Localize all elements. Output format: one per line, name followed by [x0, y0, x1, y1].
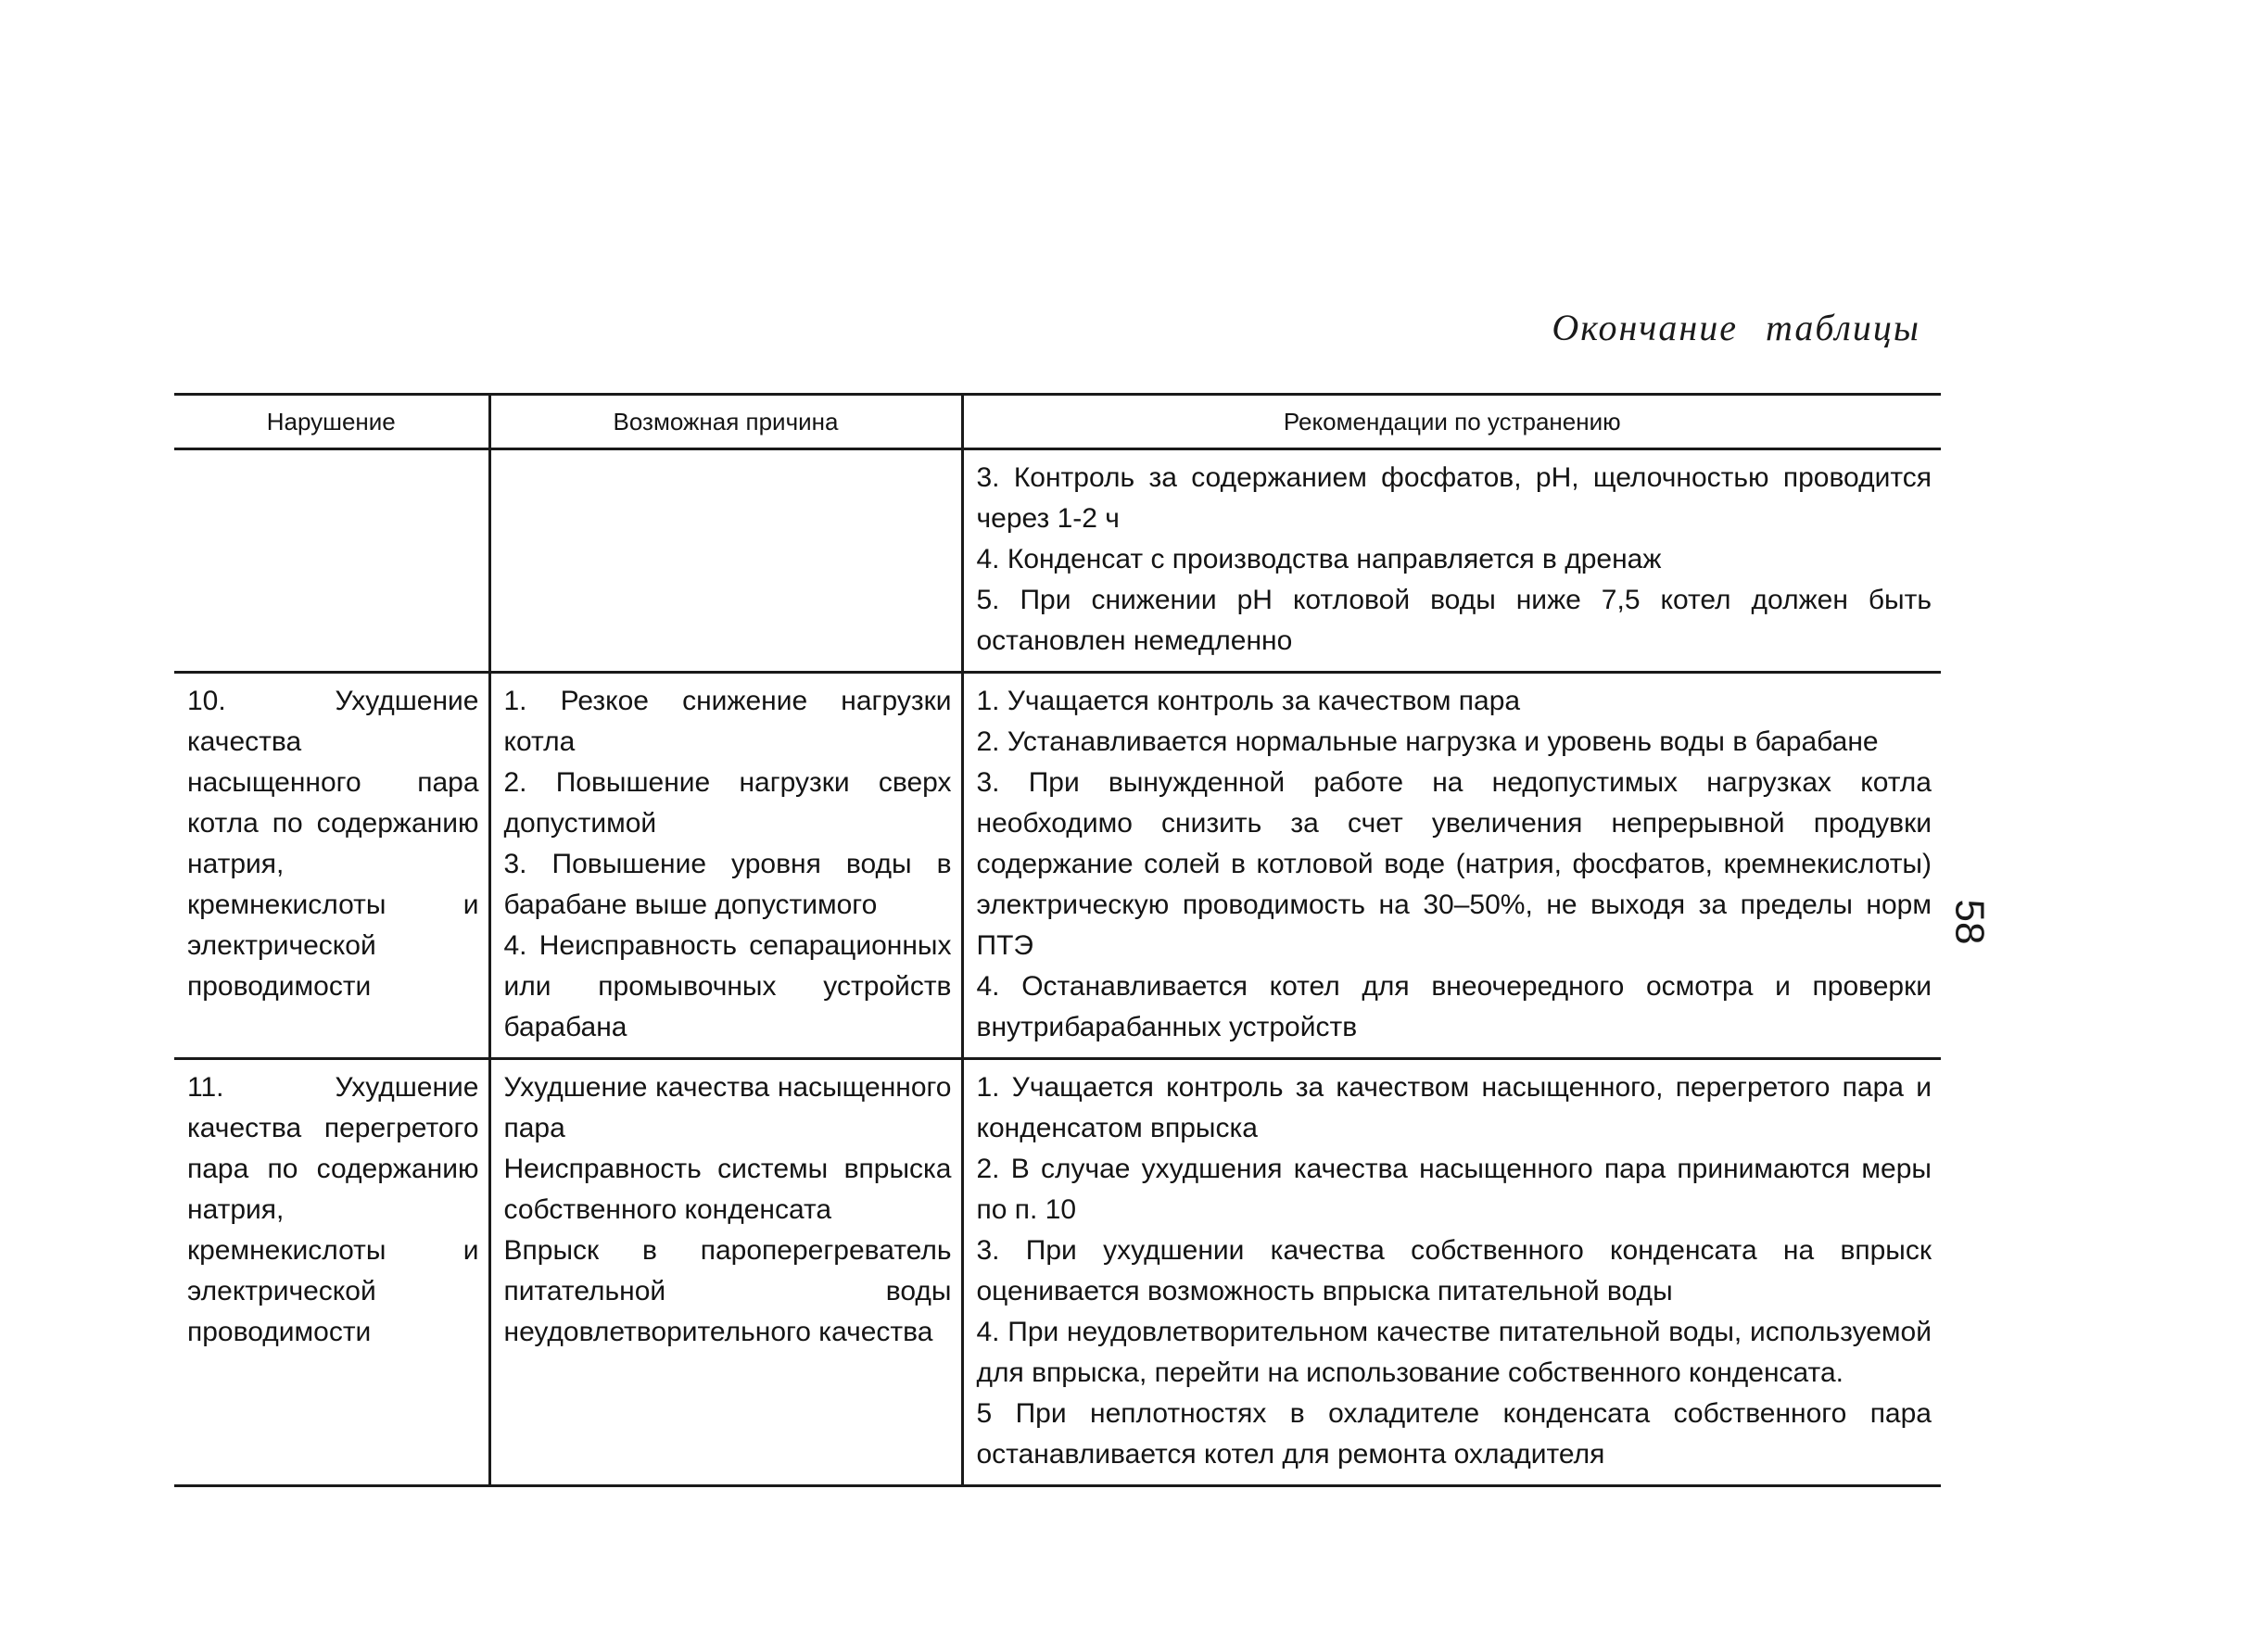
header-cause: Возможная причина: [489, 395, 962, 449]
violation-cell: 10. Ухудшение качества насыщенного пара котла по содержанию натрия, кремнекислоты и электрической проводимости: [174, 673, 489, 1059]
recommendation-item: 1. Учащается контроль за качеством насыщенного, перегретого пара и конденсатом впрыска: [976, 1072, 1932, 1143]
recommendation-item: 2. В случае ухудшения качества насыщенного пара принимаются меры по п. 10: [976, 1154, 1932, 1225]
recommendation-item: 5. При снижении pH котловой воды ниже 7,5 котел должен быть остановлен немедленно: [976, 585, 1932, 656]
recommendation-item: 1. Учащается контроль за качеством пара: [976, 686, 1521, 716]
page-number: 58: [1946, 899, 1993, 945]
recommendation-item: 3. При вынужденной работе на недопустимых нагрузках котла необходимо снизить за счет увеличения непрерывной продувки содержание солей в котловой воде (натрия, фосфатов, кремнекислоты) электрическую проводимость на 30–50%, не выходя за пределы норм ПТЭ: [976, 767, 1932, 961]
table-continuation-caption: Окончание таблицы: [1552, 307, 1920, 348]
table-row: [174, 449, 1941, 673]
recommendation-item: 5 При неплотностях в охладителе конденсата собственного пара останавливается котел для ремонта охладителя: [976, 1398, 1932, 1470]
violation-cell: 11. Ухудшение качества перегретого пара по содержанию натрия, кремнекислоты и электрической проводимости: [174, 1059, 489, 1486]
recommendation-item: 4. При неудовлетворительном качестве питательной воды, используемой для впрыска, перейти на использование собственного конденсата.: [976, 1317, 1932, 1388]
recommendation-cell: [962, 1059, 1941, 1486]
cause-item: Впрыск в пароперегреватель питательной воды неудовлетворительного качества: [503, 1235, 952, 1347]
violation-cell: [174, 449, 489, 673]
cause-item: Ухудшение качества насыщенного пара: [503, 1072, 952, 1143]
recommendation-item: 4. Останавливается котел для внеочередного осмотра и проверки внутрибарабанных устройств: [976, 971, 1932, 1042]
cause-cell: [489, 449, 962, 673]
recommendation-cell: [962, 673, 1941, 1059]
cause-cell: [489, 1059, 962, 1486]
cause-item: 1. Резкое снижение нагрузки котла: [503, 686, 952, 757]
cause-item: 2. Повышение нагрузки сверх допустимой: [503, 767, 952, 839]
header-violation: Нарушение: [174, 395, 489, 449]
recommendation-item: 3. При ухудшении качества собственного конденсата на впрыск оценивается возможность впрыска питательной воды: [976, 1235, 1932, 1306]
table-row: [174, 673, 1941, 1059]
recommendation-item: 2. Устанавливается нормальные нагрузка и уровень воды в барабане: [976, 726, 1879, 757]
troubleshooting-table: [174, 393, 1941, 1487]
cause-item: 3. Повышение уровня воды в барабане выше допустимого: [503, 849, 952, 920]
header-recommendation: Рекомендации по устранению: [962, 395, 1941, 449]
recommendation-item: 4. Конденсат с производства направляется в дренаж: [976, 544, 1662, 574]
table-header-row: [174, 395, 1941, 449]
table-row: [174, 1059, 1941, 1486]
recommendation-item: 3. Контроль за содержанием фосфатов, pH, щелочностью проводится через 1-2 ч: [976, 462, 1932, 534]
recommendation-cell: [962, 449, 1941, 673]
cause-item: Неисправность системы впрыска собственного конденсата: [503, 1154, 952, 1225]
cause-cell: [489, 673, 962, 1059]
cause-item: 4. Неисправность сепарационных или промывочных устройств барабана: [503, 930, 952, 1042]
